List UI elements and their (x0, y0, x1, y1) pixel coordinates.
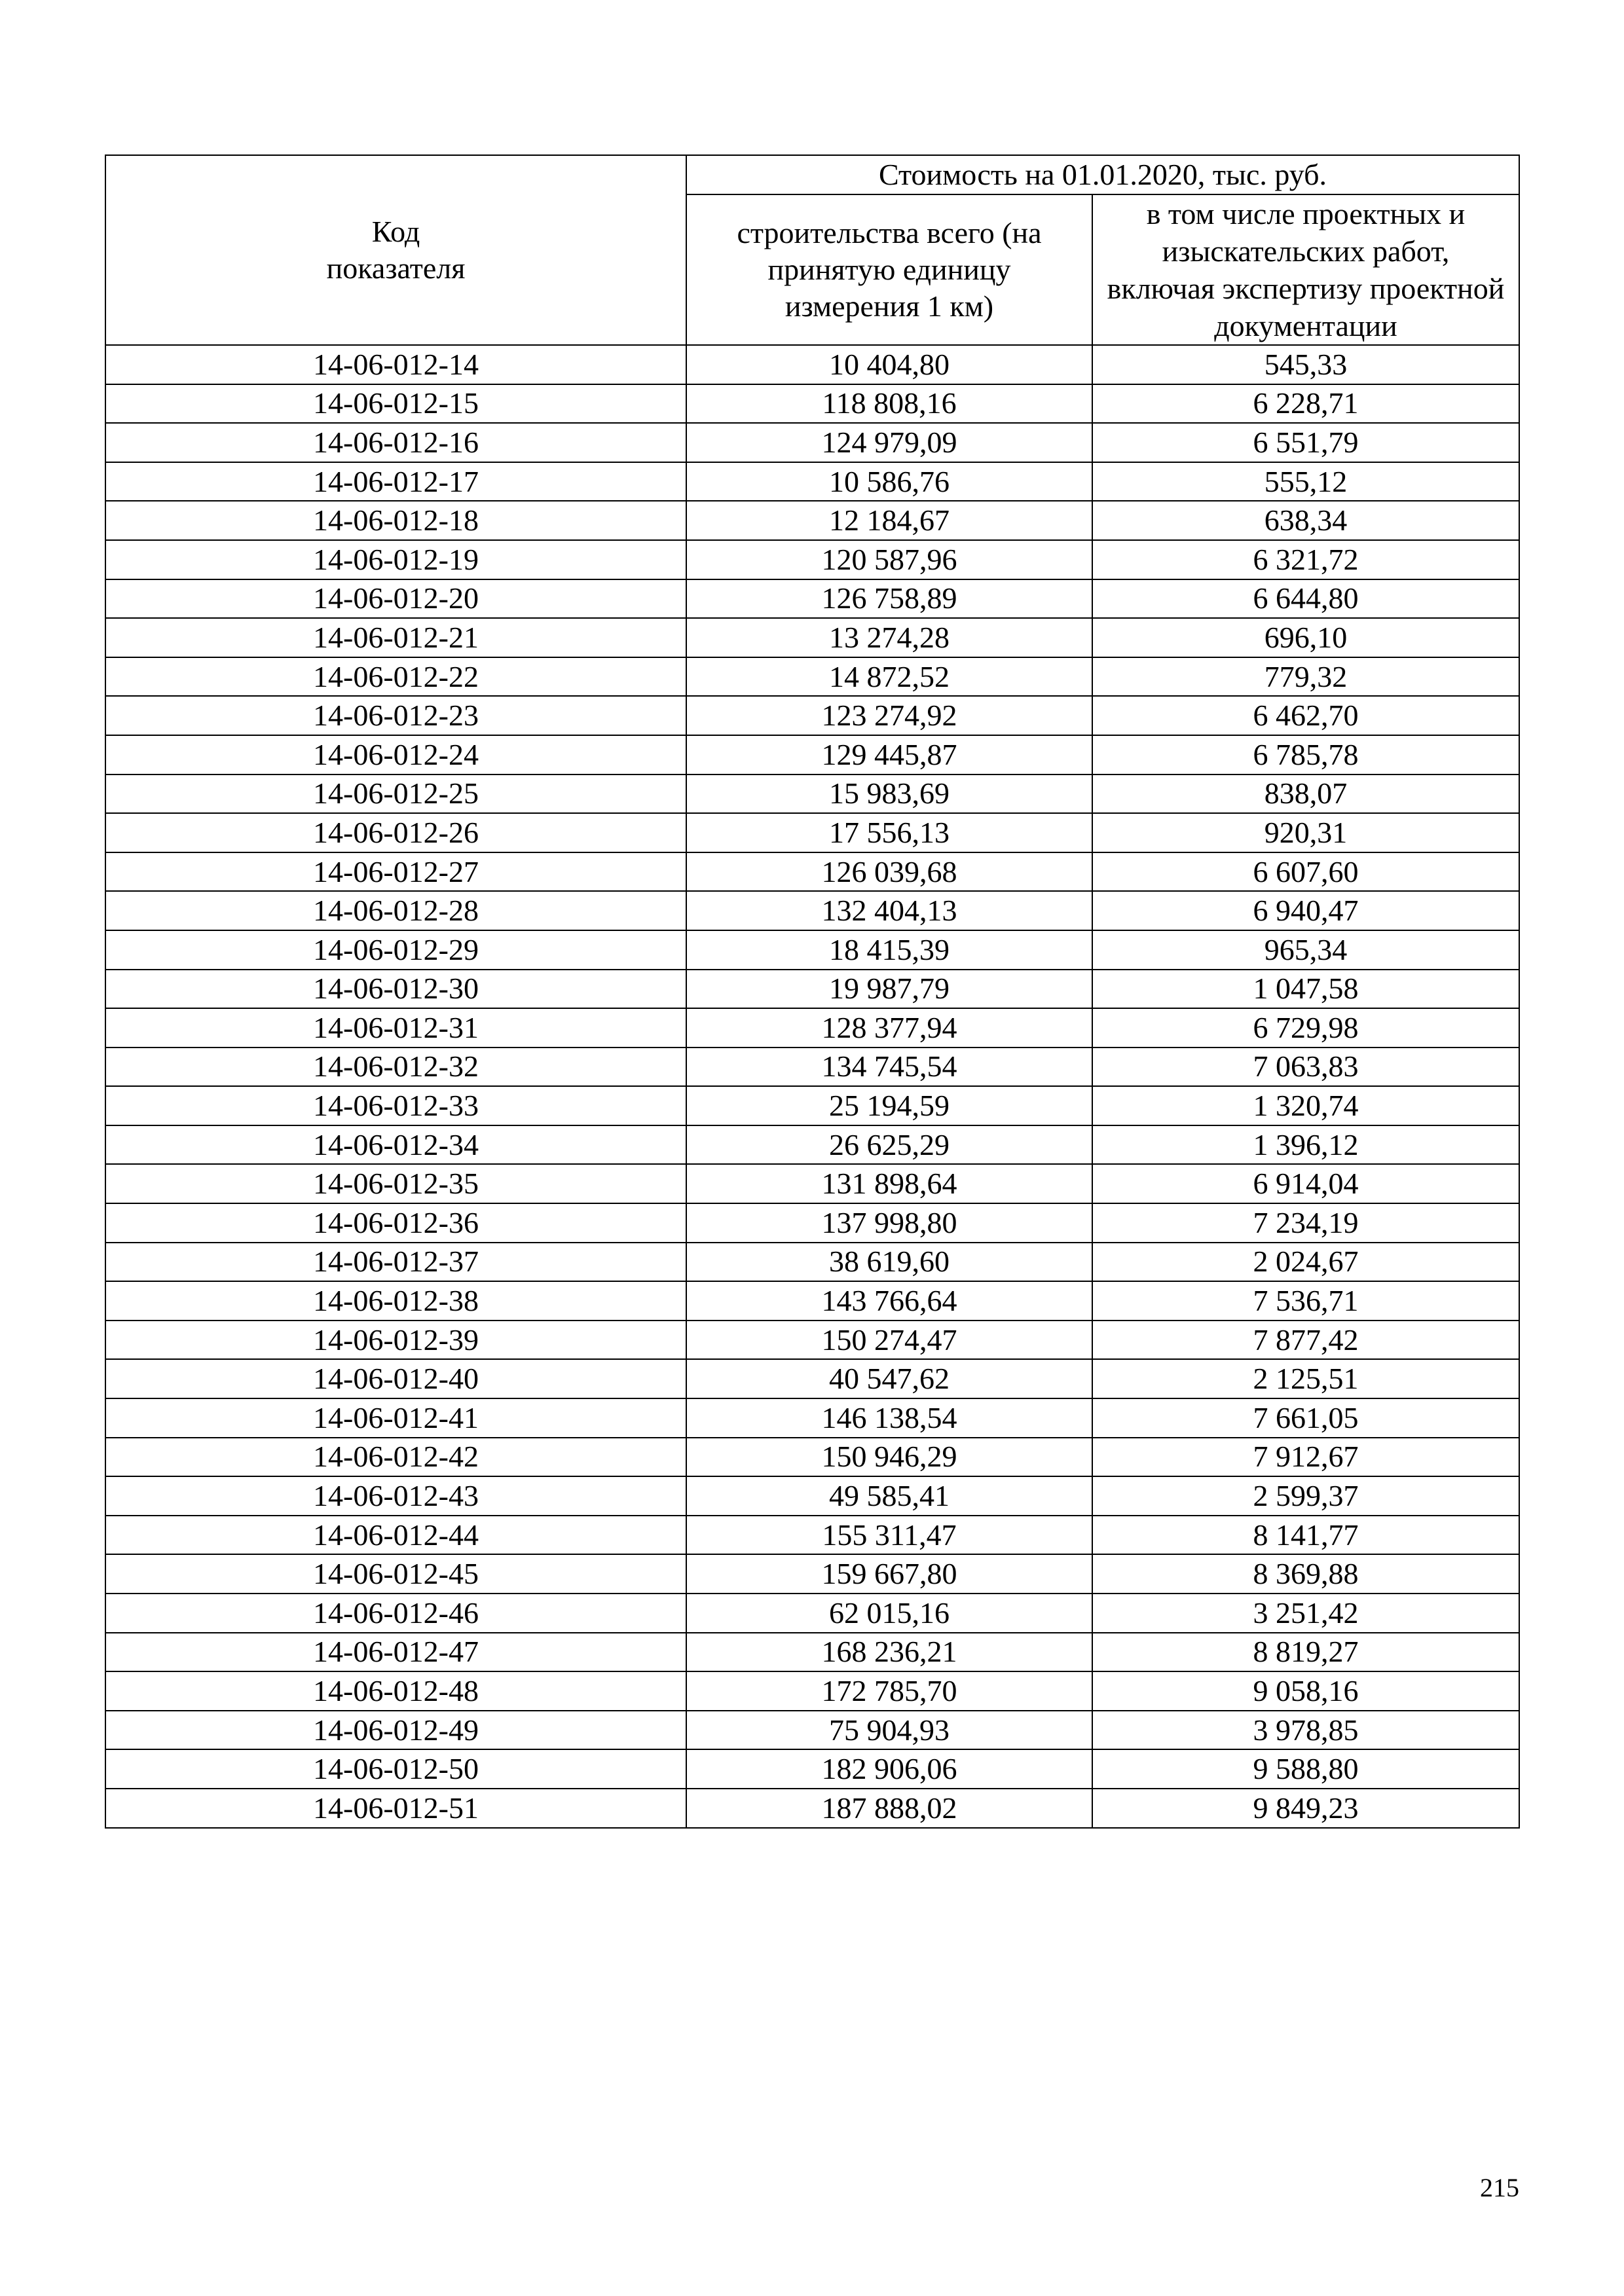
code-cell: 14-06-012-33 (105, 1086, 686, 1125)
total-cost-cell: 17 556,13 (686, 813, 1092, 852)
code-cell: 14-06-012-27 (105, 852, 686, 892)
total-cost-cell: 137 998,80 (686, 1203, 1092, 1243)
total-cost-cell: 40 547,62 (686, 1359, 1092, 1398)
total-cost-cell: 126 039,68 (686, 852, 1092, 892)
design-cost-column-header (1092, 194, 1519, 345)
code-cell: 14-06-012-31 (105, 1008, 686, 1048)
design-cost-cell: 8 141,77 (1092, 1516, 1519, 1555)
table-row (105, 1749, 1519, 1789)
code-cell: 14-06-012-29 (105, 930, 686, 970)
design-cost-cell: 638,34 (1092, 501, 1519, 540)
code-cell: 14-06-012-25 (105, 774, 686, 814)
code-cell: 14-06-012-37 (105, 1243, 686, 1282)
code-cell: 14-06-012-15 (105, 384, 686, 424)
table-row (105, 1398, 1519, 1438)
design-cost-cell: 6 551,79 (1092, 423, 1519, 462)
cost-table (105, 155, 1520, 1829)
total-cost-cell: 13 274,28 (686, 618, 1092, 657)
design-cost-cell: 7 536,71 (1092, 1281, 1519, 1321)
design-cost-cell: 838,07 (1092, 774, 1519, 814)
design-cost-cell: 2 599,37 (1092, 1476, 1519, 1516)
total-cost-column-header (686, 194, 1092, 345)
table-row (105, 1048, 1519, 1087)
design-cost-cell: 6 321,72 (1092, 540, 1519, 579)
design-cost-cell: 8 819,27 (1092, 1633, 1519, 1672)
code-cell: 14-06-012-14 (105, 345, 686, 384)
design-cost-cell: 6 785,78 (1092, 735, 1519, 774)
design-cost-cell: 6 228,71 (1092, 384, 1519, 424)
table-row (105, 501, 1519, 540)
table-row (105, 852, 1519, 892)
total-cost-cell: 19 987,79 (686, 970, 1092, 1009)
table-row (105, 1789, 1519, 1828)
code-cell: 14-06-012-21 (105, 618, 686, 657)
table-row (105, 1321, 1519, 1360)
total-cost-cell: 120 587,96 (686, 540, 1092, 579)
total-cost-cell: 10 404,80 (686, 345, 1092, 384)
design-cost-cell: 545,33 (1092, 345, 1519, 384)
table-row (105, 1008, 1519, 1048)
table-row (105, 813, 1519, 852)
code-cell: 14-06-012-32 (105, 1048, 686, 1087)
code-cell: 14-06-012-26 (105, 813, 686, 852)
table-row (105, 735, 1519, 774)
code-cell: 14-06-012-45 (105, 1554, 686, 1594)
total-cost-cell: 150 946,29 (686, 1438, 1092, 1477)
table-row (105, 970, 1519, 1009)
total-cost-cell: 155 311,47 (686, 1516, 1092, 1555)
design-cost-cell: 2 024,67 (1092, 1243, 1519, 1282)
design-cost-cell: 9 588,80 (1092, 1749, 1519, 1789)
code-cell: 14-06-012-16 (105, 423, 686, 462)
total-cost-cell: 128 377,94 (686, 1008, 1092, 1048)
page-number: 215 (1480, 2173, 1519, 2202)
table-row (105, 930, 1519, 970)
design-cost-cell: 555,12 (1092, 462, 1519, 501)
design-cost-cell: 7 063,83 (1092, 1048, 1519, 1087)
table-row (105, 1125, 1519, 1165)
code-cell: 14-06-012-36 (105, 1203, 686, 1243)
code-cell: 14-06-012-41 (105, 1398, 686, 1438)
table-row (105, 462, 1519, 501)
table-row (105, 774, 1519, 814)
total-cost-cell: 129 445,87 (686, 735, 1092, 774)
code-cell: 14-06-012-30 (105, 970, 686, 1009)
table-row (105, 1243, 1519, 1282)
design-cost-cell: 6 607,60 (1092, 852, 1519, 892)
code-cell: 14-06-012-34 (105, 1125, 686, 1165)
table-row (105, 1476, 1519, 1516)
code-cell: 14-06-012-46 (105, 1594, 686, 1633)
table-row (105, 384, 1519, 424)
table-row (105, 423, 1519, 462)
table-row (105, 657, 1519, 697)
total-cost-cell: 123 274,92 (686, 696, 1092, 735)
design-cost-cell: 965,34 (1092, 930, 1519, 970)
code-cell: 14-06-012-35 (105, 1164, 686, 1203)
code-cell: 14-06-012-28 (105, 891, 686, 930)
design-cost-cell: 6 644,80 (1092, 579, 1519, 619)
design-cost-cell: 7 877,42 (1092, 1321, 1519, 1360)
table-row (105, 1086, 1519, 1125)
design-cost-cell: 6 462,70 (1092, 696, 1519, 735)
total-cost-cell: 182 906,06 (686, 1749, 1092, 1789)
table-row (105, 1633, 1519, 1672)
design-cost-cell: 1 320,74 (1092, 1086, 1519, 1125)
code-cell: 14-06-012-38 (105, 1281, 686, 1321)
total-cost-cell: 126 758,89 (686, 579, 1092, 619)
code-column-header (105, 155, 686, 345)
design-cost-cell: 6 940,47 (1092, 891, 1519, 930)
total-cost-cell: 187 888,02 (686, 1789, 1092, 1828)
code-cell: 14-06-012-40 (105, 1359, 686, 1398)
total-cost-cell: 143 766,64 (686, 1281, 1092, 1321)
design-cost-cell: 779,32 (1092, 657, 1519, 697)
table-row (105, 891, 1519, 930)
design-cost-cell: 7 234,19 (1092, 1203, 1519, 1243)
total-cost-cell: 12 184,67 (686, 501, 1092, 540)
code-column-label: Код показателя (326, 215, 466, 285)
code-cell: 14-06-012-23 (105, 696, 686, 735)
table-row (105, 1671, 1519, 1711)
total-cost-cell: 14 872,52 (686, 657, 1092, 697)
design-cost-cell: 9 849,23 (1092, 1789, 1519, 1828)
table-row (105, 540, 1519, 579)
table-row (105, 579, 1519, 619)
code-cell: 14-06-012-19 (105, 540, 686, 579)
table-row (105, 1203, 1519, 1243)
cost-group-header (686, 155, 1519, 194)
design-cost-cell: 6 729,98 (1092, 1008, 1519, 1048)
table-row (105, 1164, 1519, 1203)
code-cell: 14-06-012-47 (105, 1633, 686, 1672)
design-cost-cell: 7 912,67 (1092, 1438, 1519, 1477)
code-cell: 14-06-012-39 (105, 1321, 686, 1360)
total-cost-cell: 168 236,21 (686, 1633, 1092, 1672)
total-cost-cell: 124 979,09 (686, 423, 1092, 462)
design-cost-cell: 3 251,42 (1092, 1594, 1519, 1633)
design-cost-column-label: в том числе проектных и изыскательских работ, включая экспертизу проектной документации (1107, 197, 1505, 342)
total-cost-cell: 25 194,59 (686, 1086, 1092, 1125)
table-row (105, 1516, 1519, 1555)
total-cost-cell: 38 619,60 (686, 1243, 1092, 1282)
table-row (105, 618, 1519, 657)
total-cost-cell: 159 667,80 (686, 1554, 1092, 1594)
table-header (105, 155, 1519, 345)
total-cost-cell: 118 808,16 (686, 384, 1092, 424)
design-cost-cell: 1 396,12 (1092, 1125, 1519, 1165)
code-cell: 14-06-012-44 (105, 1516, 686, 1555)
total-cost-cell: 10 586,76 (686, 462, 1092, 501)
table-body (105, 345, 1519, 1828)
code-cell: 14-06-012-48 (105, 1671, 686, 1711)
code-cell: 14-06-012-24 (105, 735, 686, 774)
design-cost-cell: 1 047,58 (1092, 970, 1519, 1009)
table-row (105, 1711, 1519, 1750)
code-cell: 14-06-012-17 (105, 462, 686, 501)
code-cell: 14-06-012-18 (105, 501, 686, 540)
total-cost-cell: 15 983,69 (686, 774, 1092, 814)
total-cost-cell: 49 585,41 (686, 1476, 1092, 1516)
design-cost-cell: 3 978,85 (1092, 1711, 1519, 1750)
design-cost-cell: 9 058,16 (1092, 1671, 1519, 1711)
table-row (105, 1359, 1519, 1398)
total-cost-cell: 62 015,16 (686, 1594, 1092, 1633)
total-cost-cell: 75 904,93 (686, 1711, 1092, 1750)
design-cost-cell: 8 369,88 (1092, 1554, 1519, 1594)
total-cost-cell: 26 625,29 (686, 1125, 1092, 1165)
design-cost-cell: 6 914,04 (1092, 1164, 1519, 1203)
table-row (105, 1594, 1519, 1633)
code-cell: 14-06-012-49 (105, 1711, 686, 1750)
design-cost-cell: 7 661,05 (1092, 1398, 1519, 1438)
code-cell: 14-06-012-42 (105, 1438, 686, 1477)
table-row (105, 1281, 1519, 1321)
table-row (105, 1554, 1519, 1594)
code-cell: 14-06-012-50 (105, 1749, 686, 1789)
total-cost-cell: 131 898,64 (686, 1164, 1092, 1203)
design-cost-cell: 696,10 (1092, 618, 1519, 657)
total-cost-cell: 172 785,70 (686, 1671, 1092, 1711)
cost-group-label: Стоимость на 01.01.2020, тыс. руб. (878, 158, 1327, 191)
total-cost-cell: 146 138,54 (686, 1398, 1092, 1438)
code-cell: 14-06-012-43 (105, 1476, 686, 1516)
table-row (105, 1438, 1519, 1477)
code-cell: 14-06-012-22 (105, 657, 686, 697)
total-cost-cell: 134 745,54 (686, 1048, 1092, 1087)
table-row (105, 345, 1519, 384)
code-cell: 14-06-012-51 (105, 1789, 686, 1828)
design-cost-cell: 2 125,51 (1092, 1359, 1519, 1398)
total-cost-cell: 150 274,47 (686, 1321, 1092, 1360)
total-cost-cell: 132 404,13 (686, 891, 1092, 930)
code-cell: 14-06-012-20 (105, 579, 686, 619)
table-row (105, 696, 1519, 735)
design-cost-cell: 920,31 (1092, 813, 1519, 852)
total-cost-column-label: строительства всего (на принятую единицу измерения 1 км) (737, 216, 1042, 323)
total-cost-cell: 18 415,39 (686, 930, 1092, 970)
